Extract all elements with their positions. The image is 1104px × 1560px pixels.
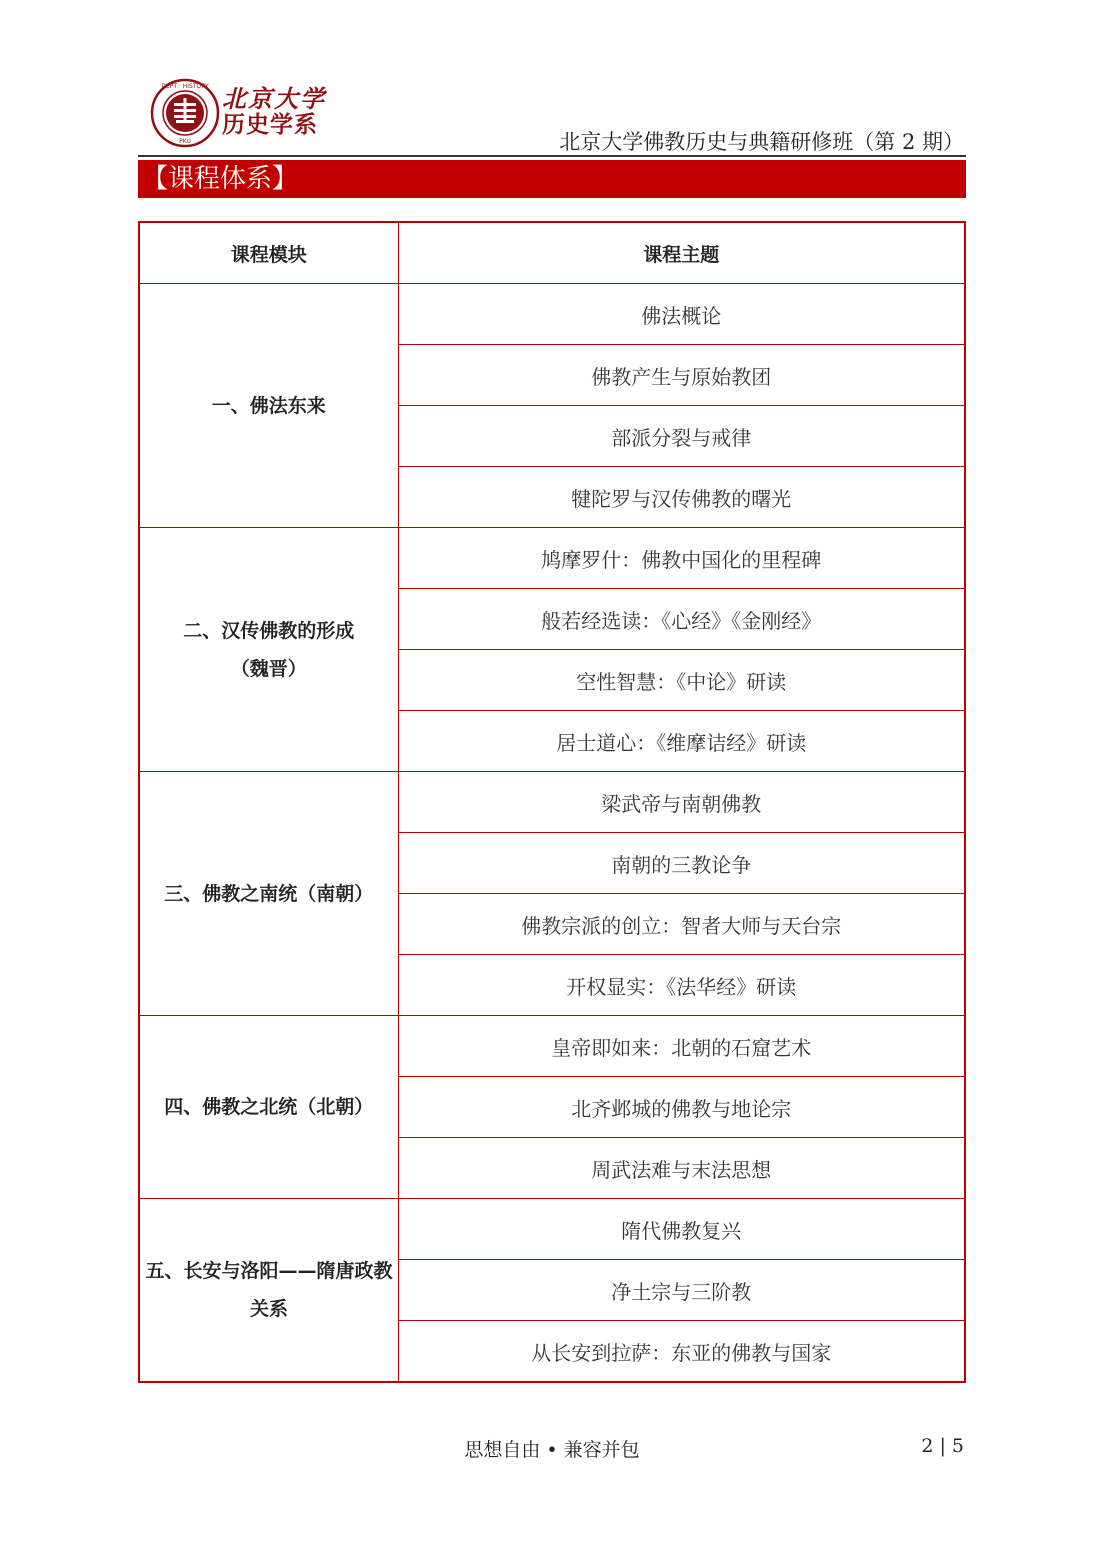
topic-cell: 部派分裂与戒律 [398, 406, 965, 467]
module-cell [139, 528, 398, 772]
topic-cell: 居士道心：《维摩诘经》研读 [398, 711, 965, 772]
course-table [138, 221, 966, 1383]
table-row [139, 284, 965, 345]
module-cell: 三、佛教之南统（南朝） [139, 772, 398, 1016]
topic-cell: 皇帝即如来：北朝的石窟艺术 [398, 1016, 965, 1077]
topic-cell: 般若经选读：《心经》《金刚经》 [398, 589, 965, 650]
section-heading: 【课程体系】 [138, 160, 966, 198]
footer-motto: 思想自由 • 兼容并包 [464, 1439, 640, 1461]
topic-cell: 从长安到拉萨：东亚的佛教与国家 [398, 1321, 965, 1383]
topic-cell: 佛教产生与原始教团 [398, 345, 965, 406]
topic-cell: 佛法概论 [398, 284, 965, 345]
logo-line-university: 北京大学 [222, 84, 326, 113]
topic-cell: 鸠摩罗什：佛教中国化的里程碑 [398, 528, 965, 589]
topic-cell: 隋代佛教复兴 [398, 1199, 965, 1260]
table-row [139, 528, 965, 589]
topic-cell: 空性智慧：《中论》研读 [398, 650, 965, 711]
topic-cell: 开权显实：《法华经》研读 [398, 955, 965, 1016]
module-cell [139, 1199, 398, 1383]
module-name: 二、汉传佛教的形成（魏晋） [183, 619, 355, 680]
table-row [139, 772, 965, 833]
topic-cell: 佛教宗派的创立：智者大师与天台宗 [398, 894, 965, 955]
header-divider [138, 155, 966, 157]
topic-cell: 犍陀罗与汉传佛教的曙光 [398, 467, 965, 528]
table-row [139, 1199, 965, 1260]
topic-cell: 北齐邺城的佛教与地论宗 [398, 1077, 965, 1138]
table-header-row [139, 222, 965, 284]
page-number: 2 | 5 [921, 1435, 964, 1457]
svg-text:DEPT · HISTORY: DEPT · HISTORY [161, 83, 209, 90]
topic-cell: 南朝的三教论争 [398, 833, 965, 894]
logo-line-department: 历史学系 [222, 111, 318, 139]
svg-text:PKU: PKU [179, 138, 191, 145]
topic-cell: 净土宗与三阶教 [398, 1260, 965, 1321]
module-cell: 四、佛教之北统（北朝） [139, 1016, 398, 1199]
department-name-logo [222, 86, 326, 137]
table-row [139, 1016, 965, 1077]
module-cell: 一、佛法东来 [139, 284, 398, 528]
topic-cell: 周武法难与末法思想 [398, 1138, 965, 1199]
header-module: 课程模块 [139, 222, 398, 284]
department-seal-logo [150, 78, 220, 148]
topic-cell: 梁武帝与南朝佛教 [398, 772, 965, 833]
document-title: 北京大学佛教历史与典籍研修班（第 2 期） [559, 130, 964, 154]
module-name: 五、长安与洛阳——隋唐政教关系 [145, 1260, 393, 1320]
header-topic: 课程主题 [398, 222, 965, 284]
